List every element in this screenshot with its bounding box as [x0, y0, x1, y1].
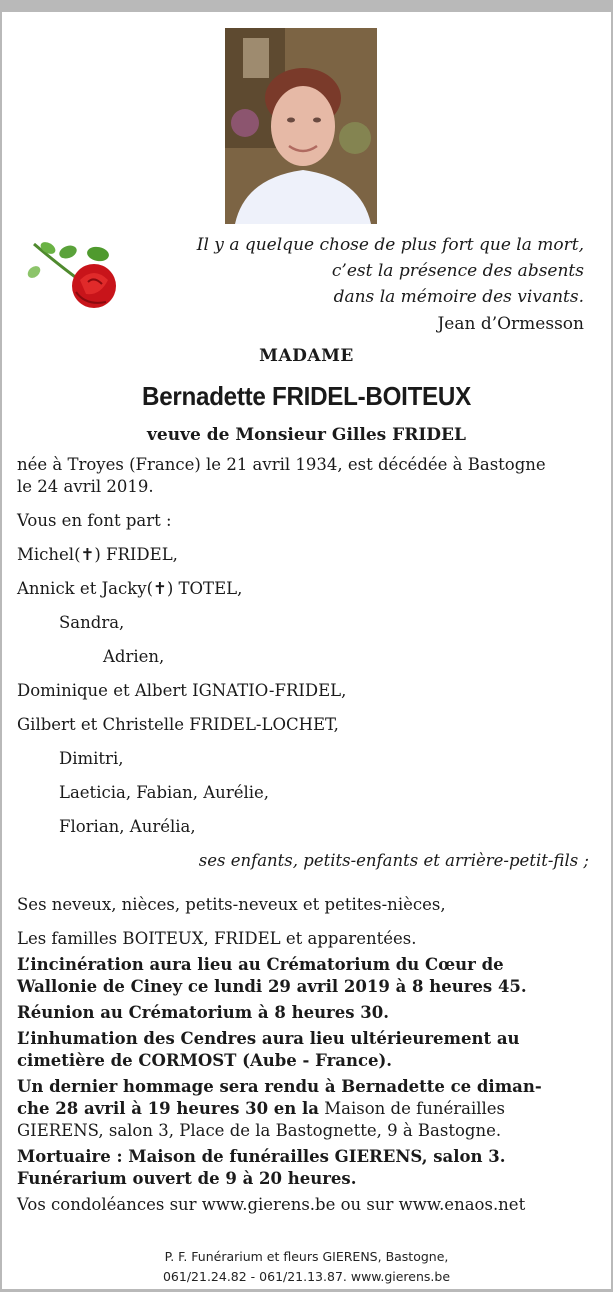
family-member: Laeticia, Fabian, Aurélie, — [59, 783, 270, 802]
family-member: Adrien, — [103, 647, 165, 666]
tribute-bold: che 28 avril à 19 heures 30 en la — [17, 1099, 320, 1118]
burial-info: cimetière de CORMOST (Aube - France). — [17, 1051, 393, 1070]
family-member: Gilbert et Christelle FRIDEL-LOCHET, — [17, 715, 339, 734]
notice-body — [17, 454, 589, 1216]
footer — [0, 1247, 613, 1287]
cremation-info: Wallonie de Ciney ce lundi 29 avril 2019 à 8 heures 45. — [17, 977, 527, 996]
mortuary-info: Funérarium ouvert de 9 à 20 heures. — [17, 1169, 357, 1188]
tribute-regular: Maison de funérailles — [319, 1099, 506, 1118]
deceased-name: Bernadette FRIDEL-BOITEUX — [142, 381, 471, 411]
cremation-info: L’incinération aura lieu au Crématorium du Cœur de — [17, 955, 504, 974]
rose-icon — [20, 236, 120, 316]
family-member: Michel(✝) FRIDEL, — [17, 545, 178, 564]
family-summary: ses enfants, petits-enfants et arrière-petit-fils ; — [198, 851, 589, 870]
quote-author: Jean d’Ormesson — [437, 314, 584, 334]
tribute-info — [17, 1098, 589, 1120]
burial-info: L’inhumation des Cendres aura lieu ultérieurement au — [17, 1029, 520, 1048]
birth-death-line: le 24 avril 2019. — [17, 477, 154, 496]
quote-line: Il y a quelque chose de plus fort que la mort, — [196, 235, 584, 255]
family-member: Florian, Aurélia, — [59, 817, 196, 836]
intro: Vous en font part : — [17, 511, 172, 530]
tribute-info: Un dernier hommage sera rendu à Bernadette ce diman- — [17, 1077, 542, 1096]
quote-line: c’est la présence des absents — [331, 261, 584, 281]
quote-line: dans la mémoire des vivants. — [333, 287, 584, 307]
meeting-info: Réunion au Crématorium à 8 heures 30. — [17, 1003, 389, 1022]
condolences-info: Vos condoléances sur www.gierens.be ou sur www.enaos.net — [17, 1195, 526, 1214]
relatives-line: Ses neveux, nièces, petits-neveux et petites-nièces, — [17, 895, 446, 914]
mortuary-info: Mortuaire : Maison de funérailles GIERENS, salon 3. — [17, 1147, 506, 1166]
tribute-info: GIERENS, salon 3, Place de la Bastognette, 9 à Bastogne. — [17, 1121, 502, 1140]
portrait-photo — [225, 28, 377, 224]
footer-line: 061/21.24.82 - 061/21.13.87. www.gierens.be — [162, 1269, 451, 1284]
title: MADAME — [259, 346, 354, 366]
footer-line: P. F. Funérarium et fleurs GIERENS, Bastogne, — [164, 1249, 449, 1264]
birth-death-line: née à Troyes (France) le 21 avril 1934, est décédée à Bastogne — [17, 455, 546, 474]
quote — [164, 232, 584, 310]
family-member: Sandra, — [59, 613, 125, 632]
family-member: Dimitri, — [59, 749, 124, 768]
widow-of: veuve de Monsieur Gilles FRIDEL — [147, 425, 466, 445]
relatives-line: Les familles BOITEUX, FRIDEL et apparentées. — [17, 929, 417, 948]
family-member: Dominique et Albert IGNATIO-FRIDEL, — [17, 681, 347, 700]
family-member: Annick et Jacky(✝) TOTEL, — [17, 579, 243, 598]
